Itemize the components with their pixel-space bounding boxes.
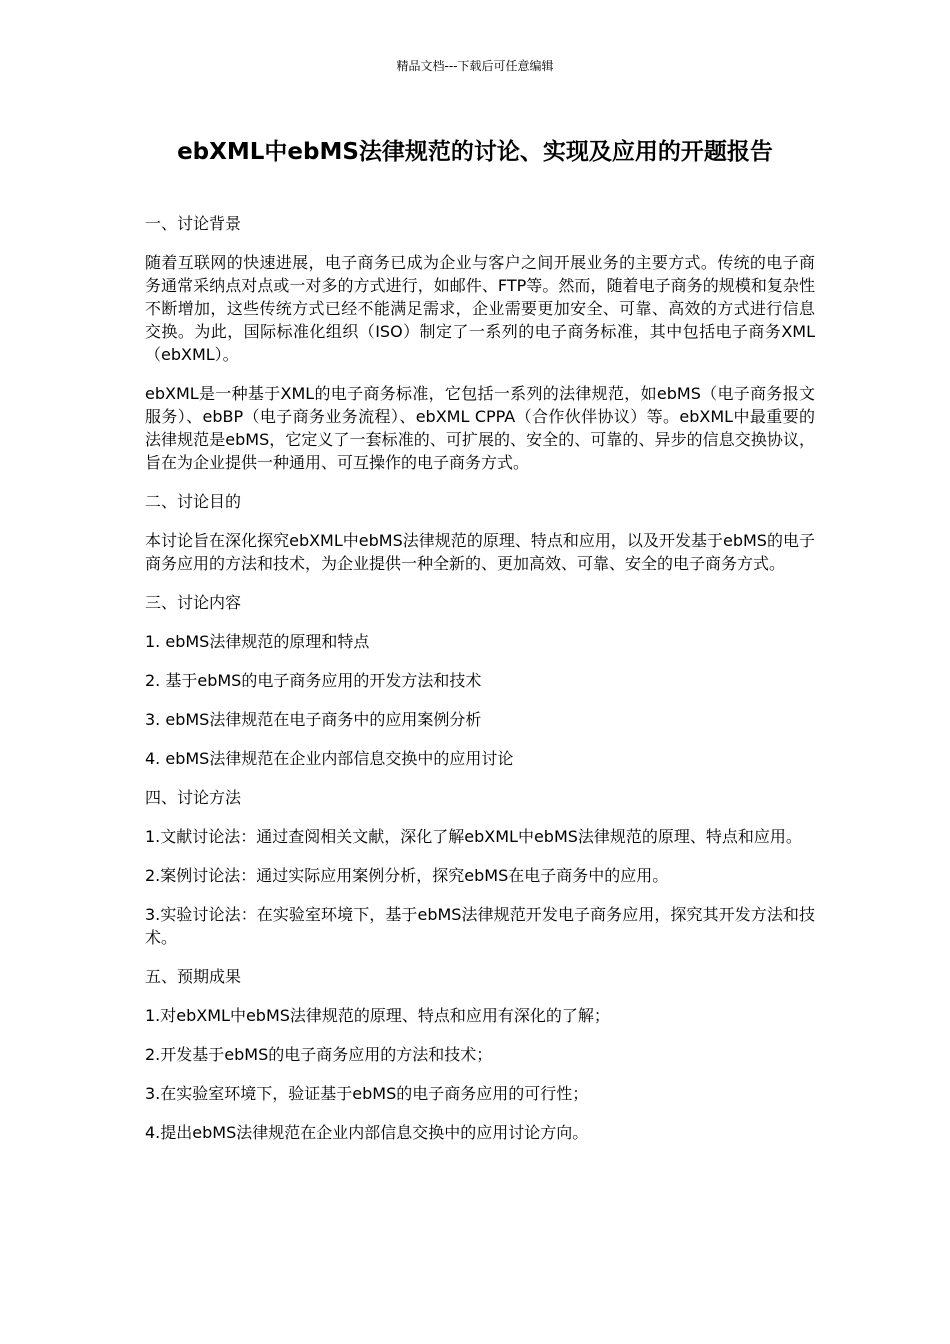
list-item-outcome-2: 2.开发基于ebMS的电子商务应用的方法和技术； [145, 1045, 493, 1064]
paragraph-background-1: 随着互联网的快速进展，电子商务已成为企业与客户之间开展业务的主要方式。传统的电子商务通常采纳点对点或一对多的方式进行，如邮件、FTP等。然而，随着电子商务的规模和复杂性不断增加，这些传统方式已经不能满足需求，企业需要更加安全、可靠、高效的方式进行信息交换。为此，国际标准化组织（ISO）制定了一系列的电子商务标准，其中包括电子商务XML（ebXML）。 [145, 253, 815, 364]
header-note: 精品文档---下载后可任意编辑 [396, 59, 554, 73]
list-item-outcome-1: 1.对ebXML中ebMS法律规范的原理、特点和应用有深化的了解； [145, 1006, 610, 1025]
section-heading-content: 三、讨论内容 [145, 593, 242, 612]
list-item-outcome-3: 3.在实验室环境下，验证基于ebMS的电子商务应用的可行性； [145, 1084, 589, 1103]
section-heading-purpose: 二、讨论目的 [145, 492, 242, 511]
paragraph-purpose: 本讨论旨在深化探究ebXML中ebMS法律规范的原理、特点和应用，以及开发基于ebMS的电子商务应用的方法和技术，为企业提供一种全新的、更加高效、可靠、安全的电子商务方式。 [145, 531, 815, 573]
section-heading-background: 一、讨论背景 [145, 214, 242, 233]
section-heading-method: 四、讨论方法 [145, 788, 242, 807]
list-item-outcome-4: 4.提出ebMS法律规范在企业内部信息交换中的应用讨论方向。 [145, 1123, 589, 1142]
document-title: ebXML中ebMS法律规范的讨论、实现及应用的开题报告 [177, 139, 773, 165]
list-item-method-3: 3.实验讨论法：在实验室环境下，基于ebMS法律规范开发电子商务应用，探究其开发方法和技术。 [145, 905, 815, 947]
section-heading-outcomes: 五、预期成果 [145, 967, 242, 986]
paragraph-background-2: ebXML是一种基于XML的电子商务标准，它包括一系列的法律规范，如ebMS（电子商务报文服务）、ebBP（电子商务业务流程）、ebXML CPPA（合作伙伴协议）等。ebXML中最重要的法律规范是ebMS，它定义了一套标准的、可扩展的、安全的、可靠的、异步的信息交换协议，旨在为企业提供一种通用、可互操作的电子商务方式。 [145, 384, 815, 472]
list-item-content-3: 3. ebMS法律规范在电子商务中的应用案例分析 [145, 710, 482, 729]
list-item-method-2: 2.案例讨论法：通过实际应用案例分析，探究ebMS在电子商务中的应用。 [145, 866, 669, 885]
document-body [145, 212, 815, 1160]
list-item-content-2: 2. 基于ebMS的电子商务应用的开发方法和技术 [145, 671, 482, 690]
list-item-content-1: 1. ebMS法律规范的原理和特点 [145, 632, 370, 651]
list-item-content-4: 4. ebMS法律规范在企业内部信息交换中的应用讨论 [145, 749, 514, 768]
list-item-method-1: 1.文献讨论法：通过查阅相关文献，深化了解ebXML中ebMS法律规范的原理、特点和应用。 [145, 827, 802, 846]
